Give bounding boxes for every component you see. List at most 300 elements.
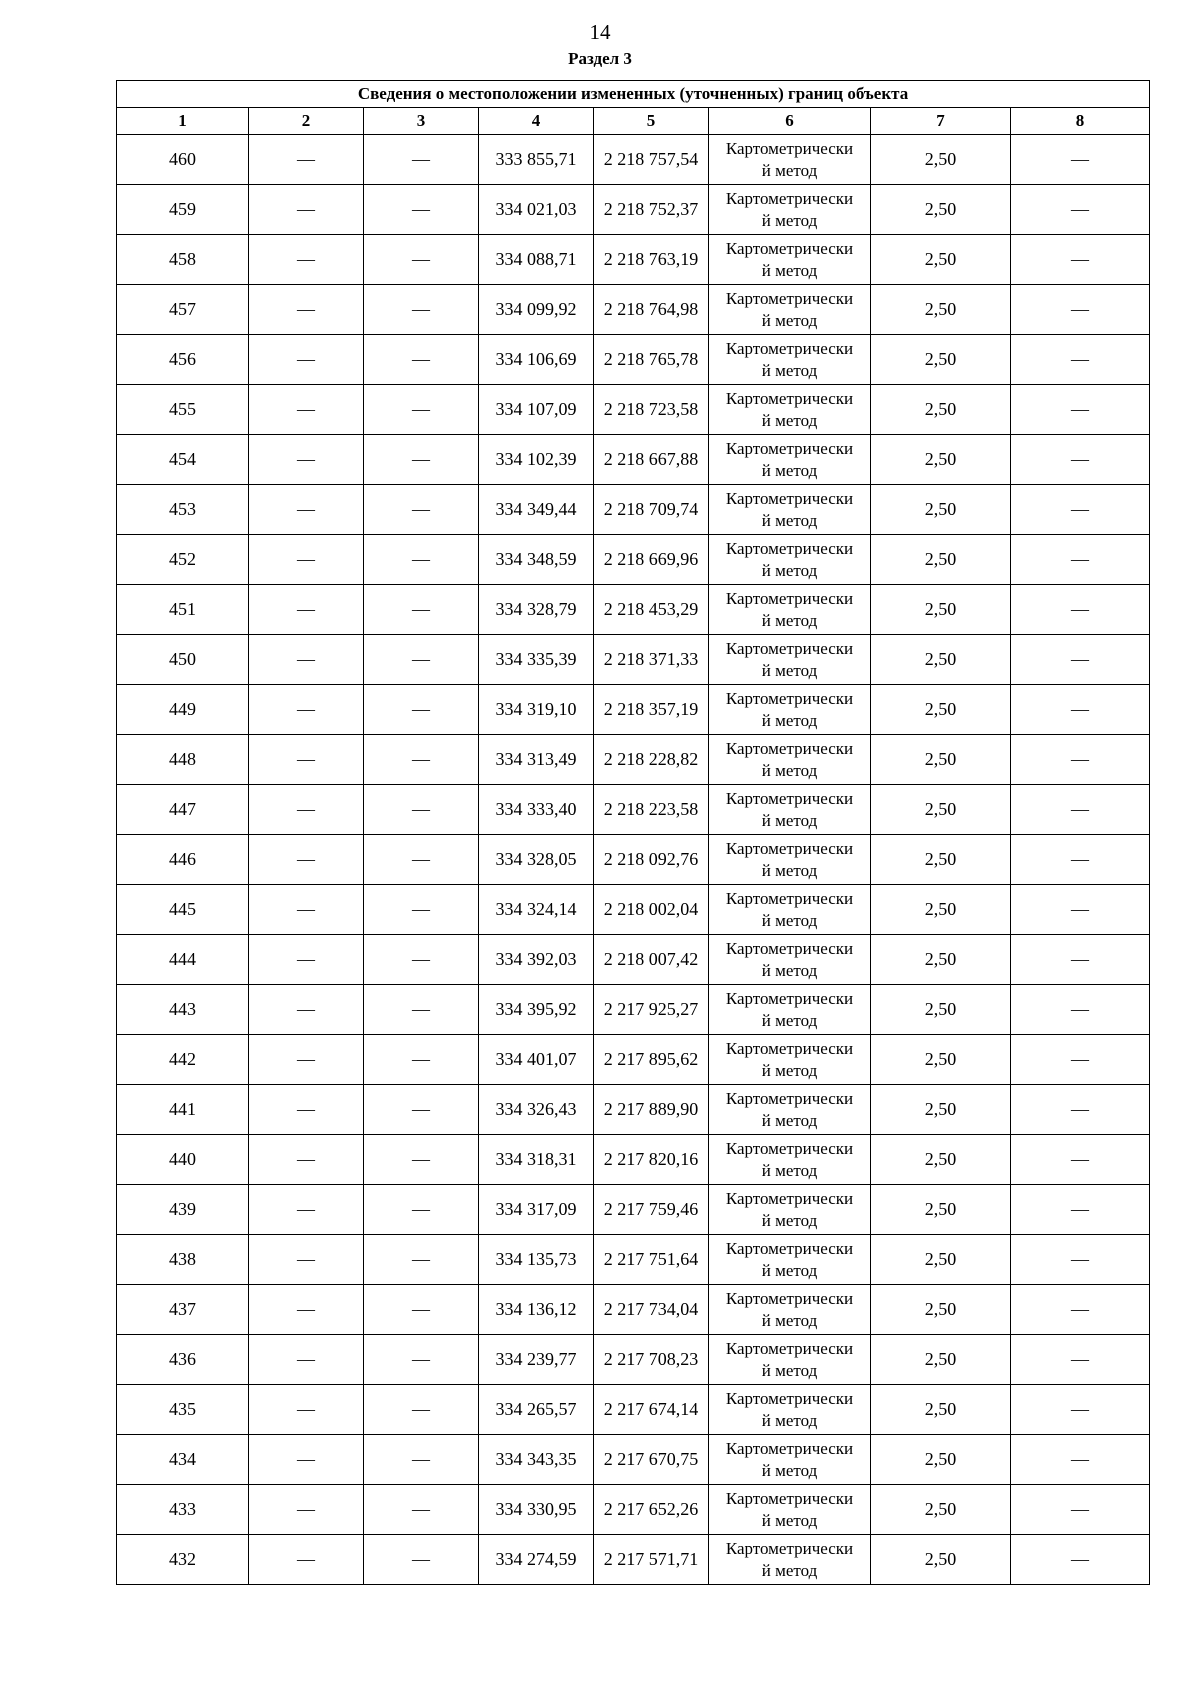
method-line-1: Картометрически [725,1488,854,1508]
x-coordinate-cell: 334 333,40 [479,785,594,835]
method-cell [709,235,871,285]
x-coordinate-cell: 334 401,07 [479,1035,594,1085]
empty-cell: — [249,685,364,735]
table-row [117,885,1150,935]
empty-cell: — [249,185,364,235]
precision-cell: 2,50 [871,835,1011,885]
empty-cell: — [249,1335,364,1385]
empty-cell: — [1011,335,1150,385]
table-row [117,585,1150,635]
empty-cell: — [249,935,364,985]
point-number-cell: 447 [117,785,249,835]
y-coordinate-cell: 2 217 674,14 [594,1385,709,1435]
precision-cell: 2,50 [871,485,1011,535]
precision-cell: 2,50 [871,585,1011,635]
method-line-1: Картометрически [725,1038,854,1058]
empty-cell: — [364,235,479,285]
empty-cell: — [249,585,364,635]
column-number: 3 [364,108,479,135]
table-row [117,785,1150,835]
table-row [117,335,1150,385]
precision-cell: 2,50 [871,935,1011,985]
table-row [117,1235,1150,1285]
method-line-2: й метод [761,710,818,730]
point-number-cell: 449 [117,685,249,735]
method-line-1: Картометрически [725,688,854,708]
table-row [117,535,1150,585]
method-line-2: й метод [761,1060,818,1080]
method-line-2: й метод [761,1260,818,1280]
empty-cell: — [364,885,479,935]
method-line-1: Картометрически [725,1188,854,1208]
method-line-2: й метод [761,1310,818,1330]
x-coordinate-cell: 334 318,31 [479,1135,594,1185]
precision-cell: 2,50 [871,985,1011,1035]
x-coordinate-cell: 333 855,71 [479,135,594,185]
y-coordinate-cell: 2 217 759,46 [594,1185,709,1235]
method-line-2: й метод [761,1410,818,1430]
point-number-cell: 443 [117,985,249,1035]
empty-cell: — [249,335,364,385]
point-number-cell: 454 [117,435,249,485]
method-cell [709,285,871,335]
precision-cell: 2,50 [871,1535,1011,1585]
point-number-cell: 452 [117,535,249,585]
precision-cell: 2,50 [871,1135,1011,1185]
method-line-1: Картометрически [725,588,854,608]
table-caption: Сведения о местоположении измененных (уточненных) границ объекта [117,81,1150,108]
method-line-2: й метод [761,610,818,630]
y-coordinate-cell: 2 217 734,04 [594,1285,709,1335]
method-cell [709,885,871,935]
x-coordinate-cell: 334 135,73 [479,1235,594,1285]
y-coordinate-cell: 2 218 669,96 [594,535,709,585]
empty-cell: — [364,635,479,685]
method-line-2: й метод [761,310,818,330]
empty-cell: — [1011,835,1150,885]
empty-cell: — [364,1535,479,1585]
empty-cell: — [364,735,479,785]
method-cell [709,1385,871,1435]
y-coordinate-cell: 2 218 723,58 [594,385,709,435]
x-coordinate-cell: 334 395,92 [479,985,594,1035]
y-coordinate-cell: 2 218 002,04 [594,885,709,935]
precision-cell: 2,50 [871,1385,1011,1435]
point-number-cell: 432 [117,1535,249,1585]
precision-cell: 2,50 [871,1335,1011,1385]
y-coordinate-cell: 2 218 752,37 [594,185,709,235]
empty-cell: — [1011,485,1150,535]
table-row [117,1535,1150,1585]
empty-cell: — [364,435,479,485]
method-line-1: Картометрически [725,738,854,758]
method-line-2: й метод [761,260,818,280]
point-number-cell: 445 [117,885,249,935]
method-line-1: Картометрически [725,788,854,808]
empty-cell: — [1011,1185,1150,1235]
table-row [117,1335,1150,1385]
precision-cell: 2,50 [871,635,1011,685]
empty-cell: — [249,385,364,435]
method-cell [709,185,871,235]
x-coordinate-cell: 334 107,09 [479,385,594,435]
point-number-cell: 444 [117,935,249,985]
y-coordinate-cell: 2 217 571,71 [594,1535,709,1585]
empty-cell: — [364,1235,479,1285]
y-coordinate-cell: 2 218 763,19 [594,235,709,285]
table-row [117,485,1150,535]
x-coordinate-cell: 334 392,03 [479,935,594,985]
empty-cell: — [364,385,479,435]
y-coordinate-cell: 2 218 092,76 [594,835,709,885]
method-line-2: й метод [761,960,818,980]
empty-cell: — [364,135,479,185]
method-cell [709,1135,871,1185]
empty-cell: — [1011,285,1150,335]
point-number-cell: 438 [117,1235,249,1285]
y-coordinate-cell: 2 218 757,54 [594,135,709,185]
empty-cell: — [1011,785,1150,835]
table-row [117,385,1150,435]
precision-cell: 2,50 [871,185,1011,235]
empty-cell: — [364,485,479,535]
point-number-cell: 446 [117,835,249,885]
empty-cell: — [249,485,364,535]
method-line-1: Картометрически [725,1288,854,1308]
empty-cell: — [1011,1135,1150,1185]
precision-cell: 2,50 [871,135,1011,185]
empty-cell: — [1011,185,1150,235]
point-number-cell: 439 [117,1185,249,1235]
empty-cell: — [1011,585,1150,635]
method-cell [709,1035,871,1085]
point-number-cell: 459 [117,185,249,235]
table-row [117,735,1150,785]
y-coordinate-cell: 2 218 765,78 [594,335,709,385]
method-line-2: й метод [761,1560,818,1580]
method-line-1: Картометрически [725,1238,854,1258]
y-coordinate-cell: 2 218 357,19 [594,685,709,735]
x-coordinate-cell: 334 343,35 [479,1435,594,1485]
empty-cell: — [1011,535,1150,585]
point-number-cell: 434 [117,1435,249,1485]
empty-cell: — [249,135,364,185]
column-number: 5 [594,108,709,135]
method-cell [709,735,871,785]
empty-cell: — [249,785,364,835]
empty-cell: — [364,1035,479,1085]
precision-cell: 2,50 [871,885,1011,935]
column-number: 7 [871,108,1011,135]
empty-cell: — [1011,435,1150,485]
empty-cell: — [1011,1235,1150,1285]
empty-cell: — [364,535,479,585]
empty-cell: — [1011,1385,1150,1435]
method-line-1: Картометрически [725,838,854,858]
table-row [117,685,1150,735]
table-row [117,935,1150,985]
precision-cell: 2,50 [871,685,1011,735]
boundary-table [116,80,1150,1585]
point-number-cell: 456 [117,335,249,385]
empty-cell: — [249,1085,364,1135]
method-cell [709,935,871,985]
method-cell [709,685,871,735]
table-row [117,1385,1150,1435]
empty-cell: — [364,835,479,885]
precision-cell: 2,50 [871,435,1011,485]
section-title: Раздел 3 [568,49,632,68]
empty-cell: — [1011,1485,1150,1535]
method-line-1: Картометрически [725,138,854,158]
method-cell [709,1535,871,1585]
precision-cell: 2,50 [871,385,1011,435]
method-line-2: й метод [761,210,818,230]
x-coordinate-cell: 334 136,12 [479,1285,594,1335]
table-row [117,985,1150,1035]
method-line-2: й метод [761,810,818,830]
empty-cell: — [364,1385,479,1435]
method-line-2: й метод [761,1210,818,1230]
table-row [117,185,1150,235]
point-number-cell: 460 [117,135,249,185]
point-number-cell: 441 [117,1085,249,1135]
empty-cell: — [1011,1335,1150,1385]
method-line-2: й метод [761,910,818,930]
empty-cell: — [1011,1535,1150,1585]
table-row [117,1435,1150,1485]
empty-cell: — [1011,1285,1150,1335]
empty-cell: — [249,885,364,935]
method-cell [709,585,871,635]
method-line-2: й метод [761,660,818,680]
point-number-cell: 453 [117,485,249,535]
method-cell [709,635,871,685]
method-line-1: Картометрически [725,1438,854,1458]
y-coordinate-cell: 2 218 371,33 [594,635,709,685]
precision-cell: 2,50 [871,1035,1011,1085]
method-cell [709,1435,871,1485]
method-line-1: Картометрически [725,1088,854,1108]
method-line-2: й метод [761,1510,818,1530]
empty-cell: — [249,235,364,285]
x-coordinate-cell: 334 324,14 [479,885,594,935]
empty-cell: — [364,985,479,1035]
empty-cell: — [364,1185,479,1235]
empty-cell: — [1011,385,1150,435]
point-number-cell: 437 [117,1285,249,1335]
y-coordinate-cell: 2 217 751,64 [594,1235,709,1285]
column-number-row [117,108,1150,135]
method-line-2: й метод [761,560,818,580]
method-cell [709,385,871,435]
method-line-1: Картометрически [725,1138,854,1158]
precision-cell: 2,50 [871,1285,1011,1335]
column-number: 1 [117,108,249,135]
empty-cell: — [249,435,364,485]
y-coordinate-cell: 2 218 223,58 [594,785,709,835]
table-row [117,1285,1150,1335]
column-number: 6 [709,108,871,135]
x-coordinate-cell: 334 099,92 [479,285,594,335]
empty-cell: — [1011,985,1150,1035]
x-coordinate-cell: 334 102,39 [479,435,594,485]
precision-cell: 2,50 [871,1185,1011,1235]
empty-cell: — [1011,685,1150,735]
empty-cell: — [249,1285,364,1335]
empty-cell: — [249,1135,364,1185]
empty-cell: — [364,785,479,835]
empty-cell: — [364,1435,479,1485]
empty-cell: — [1011,885,1150,935]
method-line-1: Картометрически [725,488,854,508]
x-coordinate-cell: 334 265,57 [479,1385,594,1435]
method-line-1: Картометрически [725,188,854,208]
method-line-1: Картометрически [725,1388,854,1408]
empty-cell: — [249,985,364,1035]
y-coordinate-cell: 2 218 667,88 [594,435,709,485]
empty-cell: — [249,1435,364,1485]
method-cell [709,1485,871,1535]
method-line-2: й метод [761,1360,818,1380]
empty-cell: — [364,685,479,735]
method-line-2: й метод [761,510,818,530]
empty-cell: — [1011,635,1150,685]
method-line-1: Картометрически [725,1538,854,1558]
x-coordinate-cell: 334 328,05 [479,835,594,885]
x-coordinate-cell: 334 319,10 [479,685,594,735]
method-line-1: Картометрически [725,288,854,308]
empty-cell: — [364,935,479,985]
point-number-cell: 458 [117,235,249,285]
point-number-cell: 448 [117,735,249,785]
table-row [117,835,1150,885]
precision-cell: 2,50 [871,785,1011,835]
x-coordinate-cell: 334 313,49 [479,735,594,785]
point-number-cell: 442 [117,1035,249,1085]
empty-cell: — [364,185,479,235]
table-row [117,1035,1150,1085]
precision-cell: 2,50 [871,1235,1011,1285]
empty-cell: — [249,1185,364,1235]
precision-cell: 2,50 [871,735,1011,785]
y-coordinate-cell: 2 217 820,16 [594,1135,709,1185]
method-cell [709,1235,871,1285]
table-row [117,635,1150,685]
empty-cell: — [364,1485,479,1535]
empty-cell: — [249,1385,364,1435]
precision-cell: 2,50 [871,535,1011,585]
method-line-2: й метод [761,160,818,180]
method-line-2: й метод [761,760,818,780]
empty-cell: — [1011,1435,1150,1485]
x-coordinate-cell: 334 328,79 [479,585,594,635]
empty-cell: — [249,1235,364,1285]
x-coordinate-cell: 334 349,44 [479,485,594,535]
point-number-cell: 455 [117,385,249,435]
y-coordinate-cell: 2 218 228,82 [594,735,709,785]
empty-cell: — [1011,935,1150,985]
method-line-2: й метод [761,1460,818,1480]
empty-cell: — [364,1335,479,1385]
method-cell [709,535,871,585]
method-cell [709,335,871,385]
empty-cell: — [249,735,364,785]
method-cell [709,835,871,885]
y-coordinate-cell: 2 217 895,62 [594,1035,709,1085]
point-number-cell: 450 [117,635,249,685]
precision-cell: 2,50 [871,285,1011,335]
point-number-cell: 451 [117,585,249,635]
x-coordinate-cell: 334 021,03 [479,185,594,235]
y-coordinate-cell: 2 218 007,42 [594,935,709,985]
method-cell [709,485,871,535]
x-coordinate-cell: 334 335,39 [479,635,594,685]
method-cell [709,1335,871,1385]
x-coordinate-cell: 334 274,59 [479,1535,594,1585]
empty-cell: — [249,535,364,585]
precision-cell: 2,50 [871,1435,1011,1485]
method-cell [709,985,871,1035]
table-row [117,285,1150,335]
method-line-1: Картометрически [725,538,854,558]
method-cell [709,1185,871,1235]
empty-cell: — [1011,1035,1150,1085]
method-line-2: й метод [761,1160,818,1180]
empty-cell: — [1011,135,1150,185]
empty-cell: — [1011,235,1150,285]
precision-cell: 2,50 [871,1485,1011,1535]
column-number: 2 [249,108,364,135]
x-coordinate-cell: 334 330,95 [479,1485,594,1535]
table-caption-row [117,81,1150,108]
empty-cell: — [364,1135,479,1185]
method-line-2: й метод [761,360,818,380]
method-line-1: Картометрически [725,388,854,408]
table-row [117,1485,1150,1535]
empty-cell: — [364,285,479,335]
method-cell [709,785,871,835]
method-cell [709,1285,871,1335]
point-number-cell: 436 [117,1335,249,1385]
table-row [117,235,1150,285]
method-line-1: Картометрически [725,988,854,1008]
method-line-1: Картометрически [725,888,854,908]
precision-cell: 2,50 [871,235,1011,285]
table-row [117,135,1150,185]
method-line-2: й метод [761,1110,818,1130]
y-coordinate-cell: 2 218 709,74 [594,485,709,535]
x-coordinate-cell: 334 106,69 [479,335,594,385]
y-coordinate-cell: 2 217 670,75 [594,1435,709,1485]
x-coordinate-cell: 334 088,71 [479,235,594,285]
empty-cell: — [364,1285,479,1335]
empty-cell: — [364,585,479,635]
y-coordinate-cell: 2 217 652,26 [594,1485,709,1535]
table-row [117,1135,1150,1185]
y-coordinate-cell: 2 218 764,98 [594,285,709,335]
table-body [117,135,1150,1585]
y-coordinate-cell: 2 218 453,29 [594,585,709,635]
x-coordinate-cell: 334 239,77 [479,1335,594,1385]
empty-cell: — [249,1485,364,1535]
empty-cell: — [364,335,479,385]
empty-cell: — [364,1085,479,1135]
precision-cell: 2,50 [871,1085,1011,1135]
empty-cell: — [249,1035,364,1085]
point-number-cell: 457 [117,285,249,335]
column-number: 4 [479,108,594,135]
